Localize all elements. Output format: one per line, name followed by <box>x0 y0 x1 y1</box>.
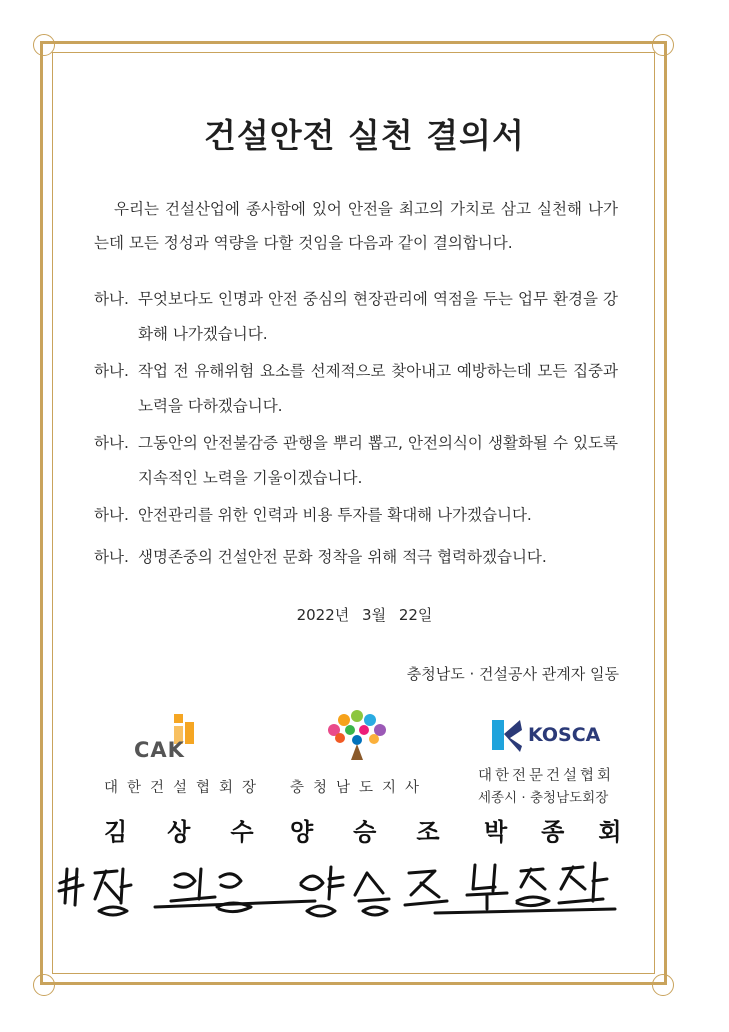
cak-logo <box>130 712 220 764</box>
pledge-item <box>94 282 618 352</box>
org-name-kosca: 대한전문건설협회 <box>478 768 615 784</box>
signature-3-text <box>55 855 58 856</box>
corner-ornament-tr <box>652 34 674 56</box>
document-date: 2022년 3월 22일 <box>296 606 433 624</box>
chungnam-logo-icon <box>320 708 396 766</box>
org-name-chungnam: 충청남도지사 <box>290 780 429 796</box>
org-name-kosca-branch: 세종시 · 충청남도회장 <box>478 790 609 806</box>
signature-strip <box>55 855 625 930</box>
pledge-prefix: 하나. <box>94 506 129 524</box>
handwritten-signatures <box>55 855 625 930</box>
pledge-text: 그동안의 안전불감증 관행을 뿌리 뽑고, 안전의식이 생활화될 수 있도록 지속적인 노력을 기울이겠습니다. <box>138 434 618 487</box>
pledge-prefix: 하나. <box>94 290 129 308</box>
pledge-prefix: 하나. <box>94 548 129 566</box>
leader-name-kosca: 박종회 <box>484 818 656 846</box>
pledge-text: 작업 전 유해위험 요소를 선제적으로 찾아내고 예방하는데 모든 집중과 노력을 다하겠습니다. <box>138 362 618 415</box>
signatories-line: 충청남도 · 건설공사 관계자 일동 <box>406 665 619 683</box>
pledge-prefix: 하나. <box>94 434 129 452</box>
corner-ornament-tl <box>33 34 55 56</box>
cak-logo-text: CAK <box>134 738 185 762</box>
pledge-prefix: 하나. <box>94 362 129 380</box>
intro-paragraph: 우리는 건설산업에 종사함에 있어 안전을 최고의 가치로 삼고 실천해 나가는데 모든 정성과 역량을 다할 것임을 다음과 같이 결의합니다. <box>94 200 618 252</box>
pledge-text: 안전관리를 위한 인력과 비용 투자를 확대해 나가겠습니다. <box>138 506 532 524</box>
kosca-logo-text: KOSCA <box>528 724 601 746</box>
kosca-mark-icon <box>490 716 524 754</box>
pledge-item <box>94 498 618 533</box>
pledge-item <box>94 354 618 424</box>
pledge-text: 생명존중의 건설안전 문화 정착을 위해 적극 협력하겠습니다. <box>138 548 547 566</box>
leader-name-cak: 김상수 <box>104 818 294 846</box>
pledge-item <box>94 426 618 496</box>
document-title: 건설안전 실천 결의서 <box>204 116 525 155</box>
org-name-cak: 대한건설협회장 <box>104 780 266 796</box>
pledge-text: 무엇보다도 인명과 안전 중심의 현장관리에 역점을 두는 업무 환경을 강화해 나가겠습니다. <box>138 290 618 343</box>
corner-ornament-bl <box>33 974 55 996</box>
kosca-logo <box>490 716 620 756</box>
corner-ornament-br <box>652 974 674 996</box>
pledge-item <box>94 540 618 575</box>
leader-name-chungnam: 양승조 <box>290 818 480 846</box>
